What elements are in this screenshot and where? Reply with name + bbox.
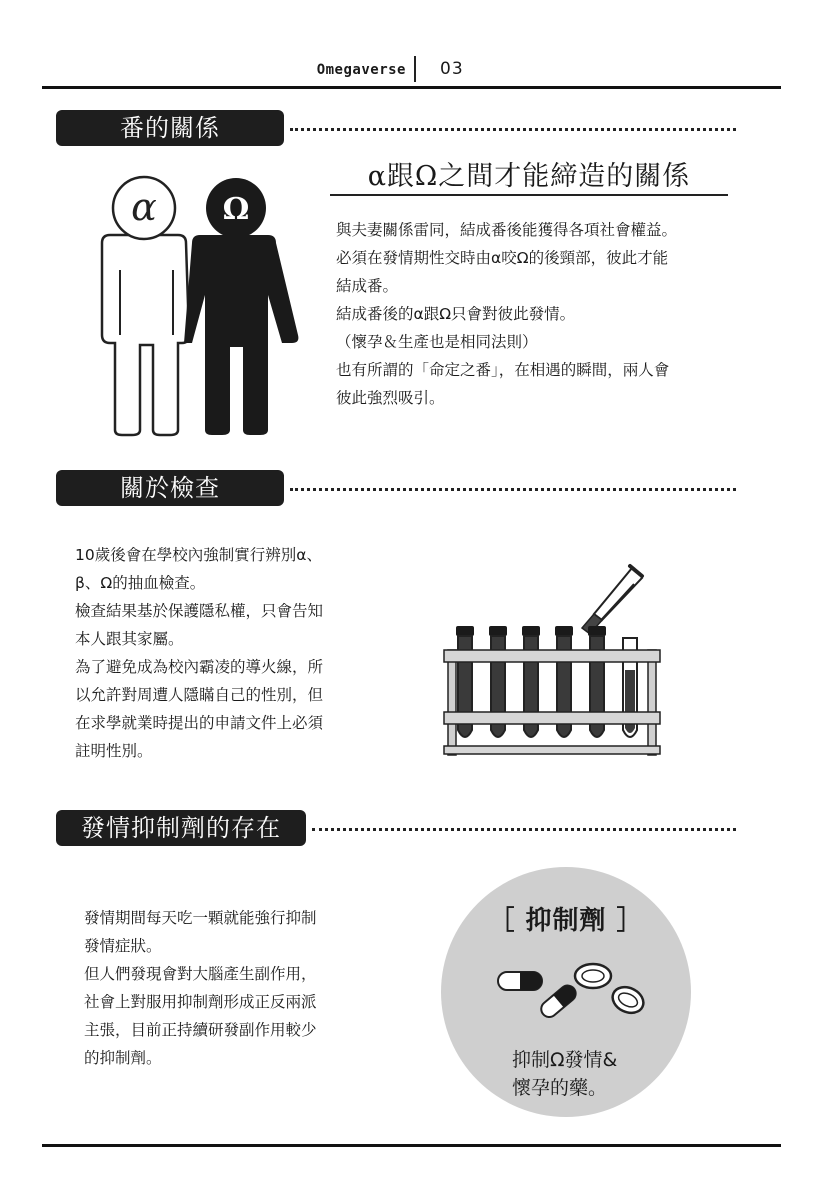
caption-line: 抑制Ω發情&	[512, 1049, 618, 1071]
bond-line: 結成番後的α跟Ω只會對彼此發情。	[336, 305, 576, 323]
test-tube-rack-icon	[442, 560, 666, 760]
page-header	[0, 56, 836, 86]
alpha-omega-figures-illustration	[80, 175, 310, 437]
page-number: 03	[440, 59, 464, 79]
section-divider-suppressant	[312, 828, 736, 831]
exam-line: β、Ω的抽血檢查。	[75, 574, 206, 592]
suppressant-description	[84, 904, 317, 1072]
header-separator	[414, 56, 416, 82]
caption-line: 懷孕的藥。	[512, 1077, 608, 1099]
bond-line: 結成番。	[336, 277, 399, 295]
suppressant-line: 發情期間每天吃一顆就能強行抑制	[84, 909, 317, 927]
bond-subtitle: α跟Ω之間才能締造的關係	[367, 161, 691, 192]
exam-line: 以允許對周遭人隱瞞自己的性別，但	[75, 686, 324, 704]
header-rule	[42, 86, 781, 89]
section-divider-bond	[290, 128, 736, 131]
header-brand: Omegaverse	[316, 62, 406, 78]
suppressant-line: 的抑制劑。	[84, 1049, 162, 1067]
bond-description	[336, 216, 677, 412]
suppressant-line: 但人們發現會對大腦產生副作用，	[84, 965, 317, 983]
exam-line: 檢查結果基於保護隱私權，只會告知	[75, 602, 324, 620]
suppressant-line: 發情症狀。	[84, 937, 162, 955]
section-label-exam: 關於檢查	[56, 470, 284, 506]
bond-subtitle-rule	[330, 194, 728, 196]
exam-line: 為了避免成為校內霸凌的導火線，所	[75, 658, 324, 676]
section-label-suppressant: 發情抑制劑的存在	[56, 810, 306, 846]
bond-line: 彼此強烈吸引。	[336, 389, 445, 407]
exam-line: 10歲後會在學校內強制實行辨別α、	[75, 546, 322, 564]
bond-line: 與夫妻關係雷同，結成番後能獲得各項社會權益。	[336, 221, 678, 239]
bond-line: （懷孕＆生產也是相同法則）	[336, 333, 538, 351]
section-label-bond: 番的關係	[56, 110, 284, 146]
bond-line: 也有所謂的「命定之番」，在相遇的瞬間，兩人會	[336, 361, 670, 379]
exam-line: 本人跟其家屬。	[75, 630, 184, 648]
footer-rule	[42, 1144, 781, 1147]
exam-description	[75, 541, 323, 765]
suppressant-card-title: ［ 抑制劑 ］	[488, 906, 644, 936]
omega-symbol: Ω	[222, 192, 250, 227]
alpha-symbol: α	[131, 185, 157, 229]
suppressant-line: 社會上對服用抑制劑形成正反兩派	[84, 993, 317, 1011]
section-divider-exam	[290, 488, 736, 491]
suppressant-line: 主張，目前正持續研發副作用較少	[84, 1021, 317, 1039]
exam-line: 在求學就業時提出的申請文件上必須	[75, 714, 324, 732]
suppressant-card-caption	[512, 1046, 617, 1102]
pills-icon	[490, 958, 650, 1028]
exam-line: 註明性別。	[75, 742, 153, 760]
bond-line: 必須在發情期性交時由α咬Ω的後頸部，彼此才能	[336, 249, 669, 267]
